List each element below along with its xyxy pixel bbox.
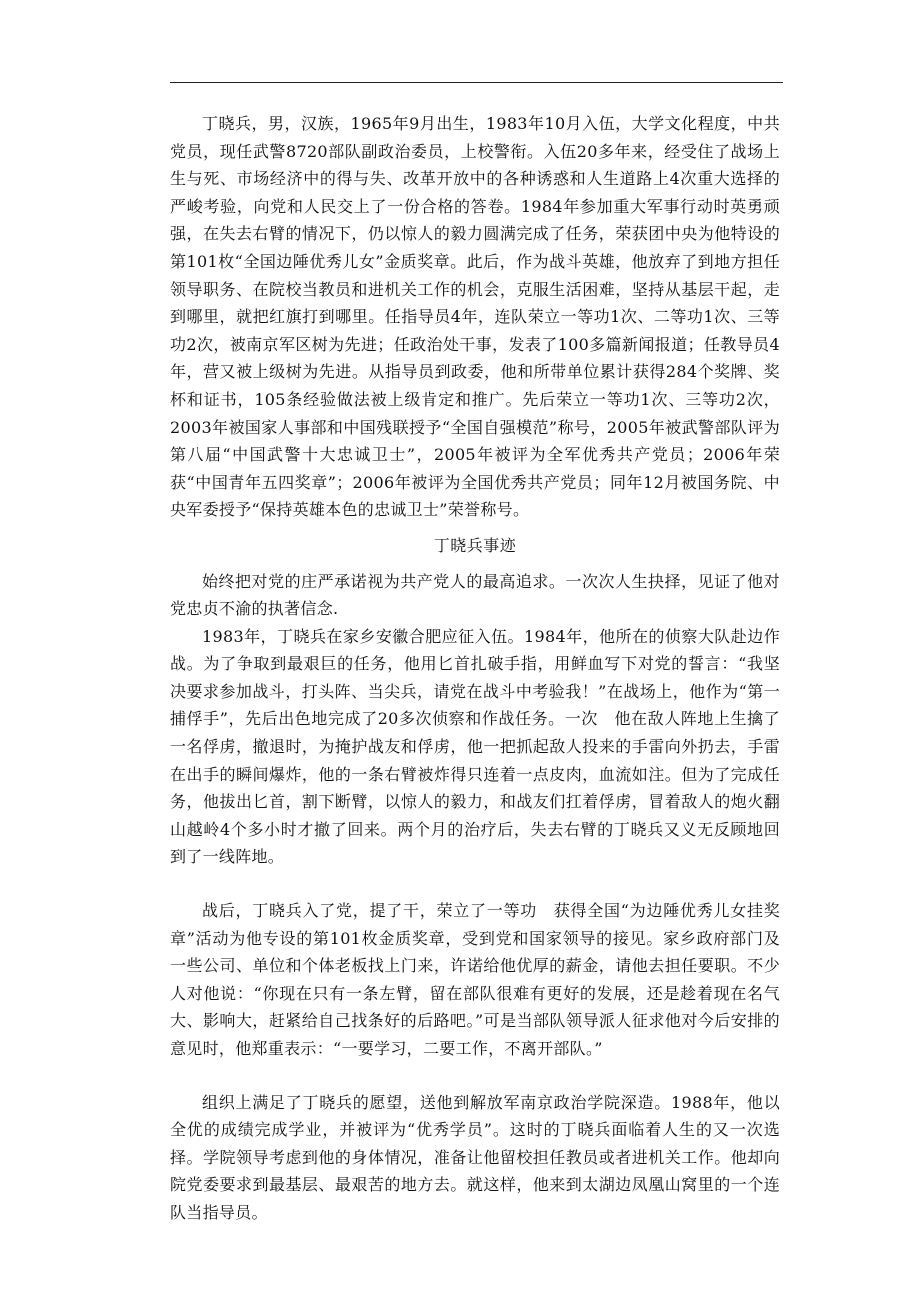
intro-paragraph: 丁晓兵，男，汉族，1965年9月出生，1983年10月入伍，大学文化程度，中共党员，现任武警8720部队副政治委员，上校警衔。入伍20多年来，经受住了战场上生与死、市场经济中的得与失、改革开放中的各种诱惑和人生道路上4次重大选择的严峻考验，向党和人民交上了一份合格的答卷。1984年参加重大军事行动时英勇顽强，在失去右臂的情况下，仍以惊人的毅力圆满完成了任务，荣获团中央为他特设的第101枚“全国边陲优秀儿女”金质奖章。此后，作为战斗英雄，他放弃了到地方担任领导职务、在院校当教员和进机关工作的机会，克服生活困难，坚持从基层干起，走到哪里，就把红旗打到哪里。任指导员4年，连队荣立一等功1次、二等功1次、三等功2次，被南京军区树为先进；任政治处干事，发表了100多篇新闻报道；任教导员4年，营又被上级树为先进。从指导员到政委，他和所带单位累计获得284个奖牌、奖杯和证书，105条经验做法被上级肯定和推广。先后荣立一等功1次、三等功2次，2003年被国家人事部和中国残联授予“全国自强模范”称号，2005年被武警部队评为第八届“中国武警十大忠诚卫士”，2005年被评为全军优秀共产党员；2006年荣获“中国青年五四奖章”；2006年被评为全国优秀共产党员；同年12月被国务院、中央军委授予“保持英雄本色的忠诚卫士”荣誉称号。	[170, 114, 780, 520]
section-title: 丁晓兵事迹	[433, 535, 517, 555]
paragraph-1: 始终把对党的庄严承诺视为共产党人的最高追求。一次次人生抉择，见证了他对党忠贞不渝的执著信念.	[170, 571, 780, 619]
document-body	[170, 110, 780, 1227]
paragraph-4: 组织上满足了丁晓兵的愿望，送他到解放军南京政治学院深造。1988年，他以全优的成绩完成学业，并被评为“优秀学员”。这时的丁晓兵面临着人生的又一次选择。学院领导考虑到他的身体情况，准备让他留校担任教员或者进机关工作。他却向院党委要求到最基层、最艰苦的地方去。就这样，他来到太湖边凤凰山窝里的一个连队当指导员。	[170, 1092, 780, 1222]
header-rule	[170, 82, 783, 83]
paragraph-3: 战后，丁晓兵入了党，提了干，荣立了一等功 获得全国“为边陲优秀儿女挂奖章”活动为他专设的第101枚金质奖章，受到党和国家领导的接见。家乡政府部门及一些公司、单位和个体老板找上门来，许诺给他优厚的薪金，请他去担任要职。不少人对他说：“你现在只有一条左臂，留在部队很难有更好的发展，还是趁着现在名气大、影响大，赶紧给自己找条好的后路吧。”可是当部队领导派人征求他对今后安排的意见时，他郑重表示：“一要学习，二要工作，不离开部队。”	[170, 901, 780, 1058]
paragraph-2: 1983年，丁晓兵在家乡安徽合肥应征入伍。1984年，他所在的侦察大队赴边作战。为了争取到最艰巨的任务，他用匕首扎破手指，用鲜血写下对党的誓言：“我坚决要求参加战斗，打头阵、当尖兵，请党在战斗中考验我！”在战场上，他作为“第一捕俘手”，先后出色地完成了20多次侦察和作战任务。一次 他在敌人阵地上生擒了一名俘虏，撤退时，为掩护战友和俘虏，他一把抓起敌人投来的手雷向外扔去，手雷在出手的瞬间爆炸，他的一条右臂被炸得只连着一点皮肉，血流如注。但为了完成任务，他拔出匕首，割下断臂，以惊人的毅力，和战友们扛着俘虏，冒着敌人的炮火翻山越岭4个多小时才撤了回来。两个月的治疗后，失去右臂的丁晓兵又义无反顾地回到了一线阵地。	[170, 626, 780, 867]
